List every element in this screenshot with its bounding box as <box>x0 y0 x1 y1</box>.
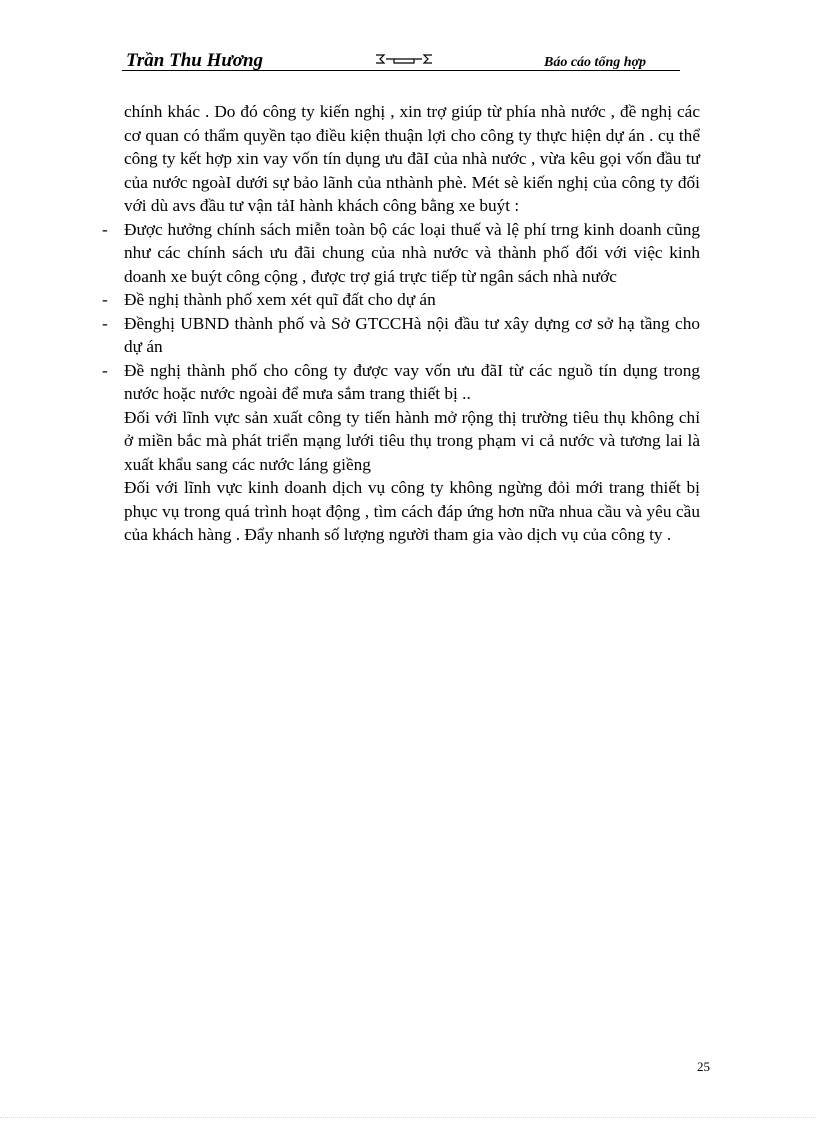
page-number: 25 <box>697 1059 710 1074</box>
document-body <box>102 100 700 547</box>
production-paragraph: Đối với lĩnh vực sản xuất công ty tiến hành mở rộng thị trường tiêu thụ không chỉ ở miền bắc mà phát triển mạng lưới tiêu thụ trong phạm vi cả nước và tương lai là xuất khẩu sang các nước láng giềng <box>124 407 700 474</box>
list-item-text: Đề nghị thành phố xem xét quĩ đất cho dự án <box>124 290 436 309</box>
header-ornament-icon <box>374 52 434 66</box>
bullet-dash: - <box>102 360 108 380</box>
bullet-dash: - <box>102 290 108 309</box>
list-item-text: Đềnghị UBND thành phố và Sở GTCCHà nội đầu tư xây dựng cơ sở hạ tầng cho dự án <box>124 313 700 356</box>
page-bottom-border <box>0 1117 816 1118</box>
list-item <box>102 359 700 406</box>
services-paragraph: Đối với lĩnh vực kinh doanh dịch vụ công ty không ngừng đỏi mới trang thiết bị phục vụ trong quá trình hoạt động , tìm cách đáp ứng hơn nữa nhua cầu và yêu cầu của khách hàng . Đẩy nhanh số lượng người tham gia vào dịch vụ của công ty . <box>124 478 700 544</box>
recommendation-list <box>102 218 700 406</box>
bullet-dash: - <box>102 219 108 239</box>
page-header <box>122 48 680 74</box>
list-item-text: Được hưởng chính sách miễn toàn bộ các loại thuế và lệ phí trng kinh doanh cũng như các chính sách ưu đãi chung của nhà nước và thành phố đối với việc kinh doanh xe buýt công cộng , được trợ giá trực tiếp từ ngân sách nhà nước <box>124 219 700 286</box>
list-item <box>102 312 700 359</box>
list-item-text: Đề nghị thành phố cho công ty được vay vốn ưu đãI từ các nguồ tín dụng trong nước hoặc nước ngoài để mưa sắm trang thiết bị .. <box>124 360 700 403</box>
list-item <box>102 288 700 312</box>
intro-paragraph: chính khác . Do đó công ty kiến nghị , xin trợ giúp từ phía nhà nước , đề nghị các cơ quan có thẩm quyền tạo điều kiện thuận lợi cho công ty thực hiện dự án . cụ thể công ty kết hợp xin vay vốn tín dụng ưu đãI của nhà nước , vừa kêu gọi vốn đầu tư của nước ngoàI dưới sự bảo lãnh của nthành phè. Mét sè kiến nghị của công ty đối với dù avs đầu tư vận tảI hành khách công bằng xe buýt : <box>124 102 700 215</box>
bullet-dash: - <box>102 313 108 333</box>
report-title: Báo cáo tổng hợp <box>544 55 647 70</box>
author-name: Trần Thu Hương <box>126 50 264 71</box>
list-item <box>102 218 700 289</box>
header-rule <box>122 70 680 71</box>
